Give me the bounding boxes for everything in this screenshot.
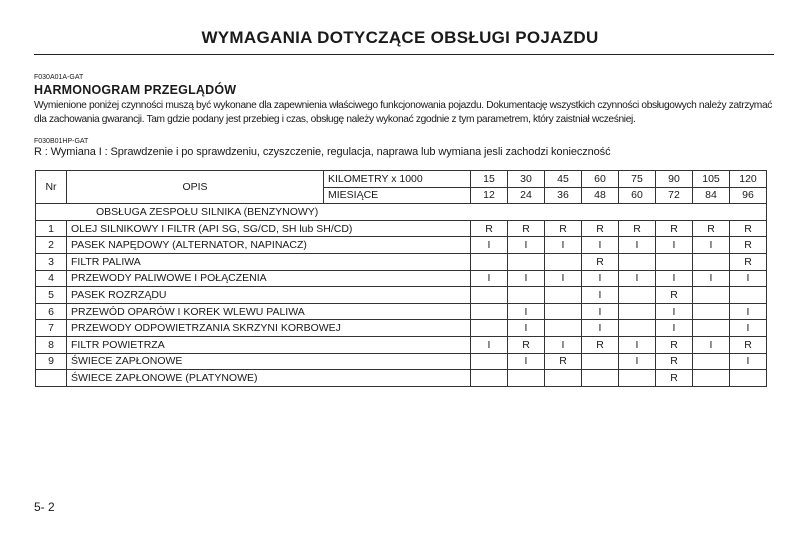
row-cell [582, 353, 619, 370]
km-value: 45 [545, 171, 582, 188]
table-row [36, 303, 767, 320]
maintenance-schedule-table [35, 170, 767, 387]
months-value: 72 [656, 187, 693, 204]
row-cell: R [730, 336, 767, 353]
row-cell [545, 320, 582, 337]
row-cell: I [730, 353, 767, 370]
row-cell: I [545, 237, 582, 254]
row-number [36, 370, 67, 387]
row-cell: I [656, 303, 693, 320]
row-cell: I [471, 270, 508, 287]
row-cell: R [582, 220, 619, 237]
row-item: ŚWIECE ZAPŁONOWE [67, 353, 471, 370]
row-cell: I [471, 336, 508, 353]
row-cell: I [508, 353, 545, 370]
row-number: 1 [36, 220, 67, 237]
km-value: 120 [730, 171, 767, 188]
page-header: WYMAGANIA DOTYCZĄCE OBSŁUGI POJAZDU [201, 28, 599, 47]
table-row [36, 220, 767, 237]
row-item: ŚWIECE ZAPŁONOWE (PLATYNOWE) [67, 370, 471, 387]
row-cell: I [582, 270, 619, 287]
row-cell: I [582, 237, 619, 254]
row-cell [693, 303, 730, 320]
row-cell [471, 253, 508, 270]
km-value: 90 [656, 171, 693, 188]
row-cell: I [656, 270, 693, 287]
row-number: 4 [36, 270, 67, 287]
row-cell: R [693, 220, 730, 237]
table-row [36, 270, 767, 287]
row-cell: R [508, 220, 545, 237]
row-cell: I [508, 303, 545, 320]
row-cell [545, 253, 582, 270]
row-item: PASEK ROZRZĄDU [67, 287, 471, 304]
table-row [36, 253, 767, 270]
row-number: 2 [36, 237, 67, 254]
table-row [36, 336, 767, 353]
row-cell [619, 370, 656, 387]
row-cell: I [656, 320, 693, 337]
row-cell: I [730, 303, 767, 320]
table-row [36, 287, 767, 304]
row-number: 8 [36, 336, 67, 353]
row-cell: R [582, 336, 619, 353]
row-cell [508, 253, 545, 270]
section-row [36, 204, 767, 221]
km-value: 105 [693, 171, 730, 188]
row-cell [693, 287, 730, 304]
row-cell: I [619, 270, 656, 287]
row-item: PRZEWÓD OPARÓW I KOREK WLEWU PALIWA [67, 303, 471, 320]
header-row-km [36, 171, 767, 188]
row-cell: I [693, 336, 730, 353]
row-number: 5 [36, 287, 67, 304]
row-cell [508, 287, 545, 304]
header-rule [34, 54, 774, 55]
legend: R : Wymiana I : Sprawdzenie i po sprawdzeniu, czyszczenie, regulacja, naprawa lub wymiana jesli zachodzi konieczność [34, 146, 611, 158]
row-cell: R [730, 237, 767, 254]
row-cell: R [730, 253, 767, 270]
row-cell [693, 353, 730, 370]
table-row [36, 320, 767, 337]
doc-code-2: F030B01HP-GAT [34, 138, 89, 145]
months-label: MIESIĄCE [324, 187, 471, 204]
row-cell: I [693, 237, 730, 254]
row-cell: R [656, 220, 693, 237]
page-number: 5- 2 [34, 500, 55, 514]
km-value: 75 [619, 171, 656, 188]
row-cell: I [619, 237, 656, 254]
row-cell: R [656, 353, 693, 370]
header-opis: OPIS [67, 171, 324, 204]
row-cell [471, 370, 508, 387]
row-cell: R [656, 336, 693, 353]
row-cell: I [582, 287, 619, 304]
months-value: 12 [471, 187, 508, 204]
row-cell [471, 353, 508, 370]
row-cell: R [656, 370, 693, 387]
intro-paragraph: Wymienione poniżej czynności muszą być wykonane dla zapewnienia właściwego funkcjonowania pojazdu. Dokumentację wszystkich czynności obsługowych należy zatrzymać dla zachowania gwarancji. Tam gdzie podany jest przebieg i czas, obsługę należy wykonać zgodnie z tym parametrem, który zaistniał wcześniej. [34, 100, 773, 125]
row-cell: R [730, 220, 767, 237]
row-cell [508, 370, 545, 387]
row-cell [619, 287, 656, 304]
row-cell [619, 320, 656, 337]
row-cell [545, 303, 582, 320]
row-cell: R [545, 220, 582, 237]
row-cell: I [619, 353, 656, 370]
row-cell: R [582, 253, 619, 270]
row-cell: R [619, 220, 656, 237]
header-nr: Nr [36, 171, 67, 204]
km-label: KILOMETRY x 1000 [324, 171, 471, 188]
row-cell [545, 370, 582, 387]
row-item: OLEJ SILNIKOWY I FILTR (API SG, SG/CD, SH lub SH/CD) [67, 220, 471, 237]
row-item: PRZEWODY ODPOWIETRZANIA SKRZYNI KORBOWEJ [67, 320, 471, 337]
km-value: 60 [582, 171, 619, 188]
row-cell: I [508, 270, 545, 287]
row-cell [693, 253, 730, 270]
row-cell [471, 303, 508, 320]
months-value: 36 [545, 187, 582, 204]
row-cell: I [471, 237, 508, 254]
engine-section-label: OBSŁUGA ZESPOŁU SILNIKA (BENZYNOWY) [36, 204, 767, 221]
months-value: 84 [693, 187, 730, 204]
row-item: PRZEWODY PALIWOWE I POŁĄCZENIA [67, 270, 471, 287]
row-cell [619, 253, 656, 270]
section-title: HARMONOGRAM PRZEGLĄDÓW [34, 83, 237, 97]
row-cell: R [471, 220, 508, 237]
row-cell: R [508, 336, 545, 353]
km-value: 15 [471, 171, 508, 188]
row-cell: I [545, 270, 582, 287]
row-cell: I [730, 270, 767, 287]
row-item: FILTR PALIWA [67, 253, 471, 270]
table-row [36, 370, 767, 387]
row-item: PASEK NAPĘDOWY (ALTERNATOR, NAPINACZ) [67, 237, 471, 254]
row-number: 7 [36, 320, 67, 337]
row-cell: R [656, 287, 693, 304]
row-cell [471, 287, 508, 304]
row-cell: I [656, 237, 693, 254]
table-row [36, 353, 767, 370]
row-cell: I [582, 303, 619, 320]
row-cell: I [508, 320, 545, 337]
row-number: 3 [36, 253, 67, 270]
row-cell: I [693, 270, 730, 287]
months-value: 24 [508, 187, 545, 204]
row-item: FILTR POWIETRZA [67, 336, 471, 353]
row-cell [471, 320, 508, 337]
row-cell [545, 287, 582, 304]
row-number: 9 [36, 353, 67, 370]
row-cell [693, 370, 730, 387]
row-cell [619, 303, 656, 320]
months-value: 96 [730, 187, 767, 204]
row-cell [730, 370, 767, 387]
row-cell [730, 287, 767, 304]
row-cell: I [619, 336, 656, 353]
row-cell [656, 253, 693, 270]
km-value: 30 [508, 171, 545, 188]
row-cell: I [730, 320, 767, 337]
row-number: 6 [36, 303, 67, 320]
row-cell: I [508, 237, 545, 254]
row-cell [693, 320, 730, 337]
row-cell: I [582, 320, 619, 337]
months-value: 48 [582, 187, 619, 204]
row-cell: R [545, 353, 582, 370]
doc-code-1: F030A01A-GAT [34, 74, 84, 81]
months-value: 60 [619, 187, 656, 204]
row-cell [582, 370, 619, 387]
row-cell: I [545, 336, 582, 353]
table-row [36, 237, 767, 254]
